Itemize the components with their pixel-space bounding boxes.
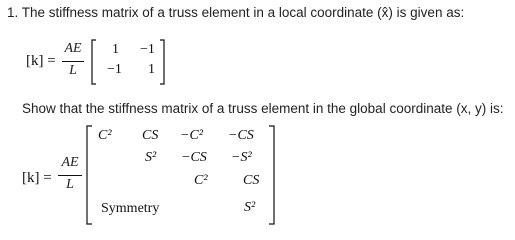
global-numerator: AE — [61, 155, 79, 170]
global-cell: −S² — [231, 150, 252, 165]
local-lhs: [k] = — [26, 53, 56, 69]
global-cell: −C² — [180, 128, 203, 143]
symmetry-label: Symmetry — [101, 201, 160, 216]
problem-intro: 1. The stiffness matrix of a truss element in a local coordinate (x̂) is given as: — [7, 5, 465, 20]
local-cell: −1 — [107, 62, 122, 77]
global-cell: −CS — [181, 150, 207, 165]
local-denominator: L — [69, 63, 77, 78]
problem-question: Show that the stiffness matrix of a truss element in the global coordinate (x, y) is: — [22, 101, 504, 116]
global-cell: S² — [145, 150, 157, 165]
global-cell: C² — [98, 128, 112, 143]
global-cell: CS — [142, 128, 159, 143]
global-cell: CS — [243, 173, 260, 188]
global-cell: S² — [244, 200, 256, 215]
local-cell: 1 — [148, 62, 155, 77]
global-cell: C² — [194, 173, 208, 188]
global-lhs: [k] = — [22, 170, 52, 186]
global-cell: −CS — [228, 128, 254, 143]
local-cell: −1 — [140, 42, 155, 57]
global-denominator: L — [66, 177, 74, 192]
local-cell: 1 — [112, 42, 119, 57]
local-numerator: AE — [64, 41, 82, 56]
